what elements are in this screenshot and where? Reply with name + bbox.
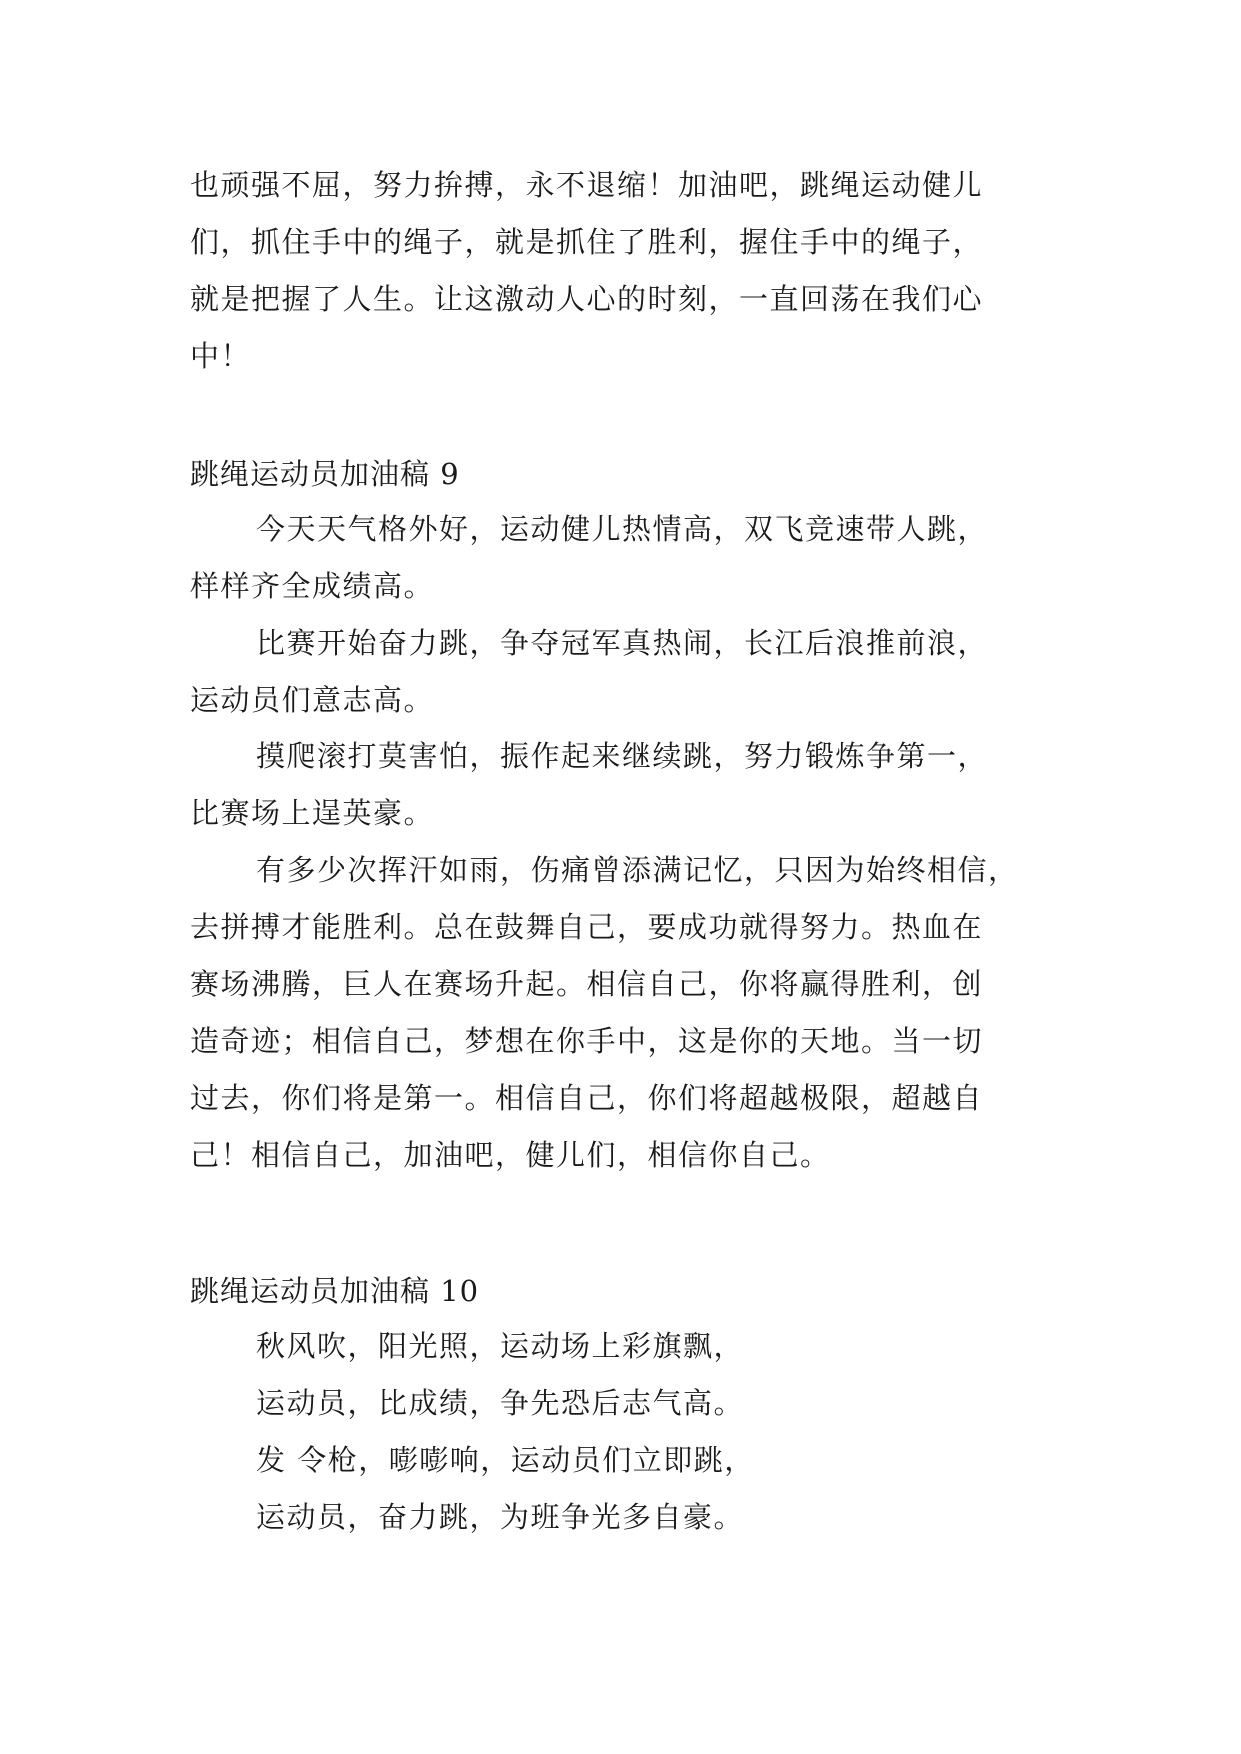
section-10-poem <box>190 1318 1060 1546</box>
paragraph-line-6: 己！相信自己，加油吧，健儿们，相信你自己。 <box>190 1138 831 1172</box>
stanza-2-line-1: 比赛开始奋力跳，争夺冠军真热闹，长江后浪推前浪， <box>256 626 989 660</box>
section-9-stanza-1 <box>190 501 1060 615</box>
section-10-heading: 跳绳运动员加油稿 10 <box>190 1274 480 1308</box>
intro-line-4: 中！ <box>190 339 252 373</box>
stanza-1-line-2: 样样齐全成绩高。 <box>190 569 435 603</box>
section-9-stanza-2 <box>190 615 1060 729</box>
section-9-stanza-3 <box>190 728 1060 842</box>
section-9-paragraph <box>190 842 1060 1184</box>
poem-line-3: 发 令枪，嘭嘭响，运动员们立即跳， <box>256 1443 755 1477</box>
paragraph-line-5: 过去，你们将是第一。相信自己，你们将超越极限，超越自 <box>190 1081 984 1115</box>
stanza-3-line-2: 比赛场上逞英豪。 <box>190 796 435 830</box>
poem-line-2: 运动员，比成绩，争先恐后志气高。 <box>256 1386 745 1420</box>
poem-line-4: 运动员，奋力跳，为班争光多自豪。 <box>256 1500 745 1534</box>
intro-line-2: 们，抓住手中的绳子，就是抓住了胜利，握住手中的绳子， <box>190 225 984 259</box>
paragraph-line-2: 去拼搏才能胜利。总在鼓舞自己，要成功就得努力。热血在 <box>190 910 984 944</box>
paragraph-line-4: 造奇迹；相信自己，梦想在你手中，这是你的天地。当一切 <box>190 1024 984 1058</box>
paragraph-line-1: 有多少次挥汗如雨，伤痛曾添满记忆，只因为始终相信， <box>256 853 1019 887</box>
stanza-1-line-1: 今天天气格外好，运动健儿热情高，双飞竞速带人跳， <box>256 512 989 546</box>
intro-line-1: 也顽强不屈，努力拚搏，永不退缩！加油吧，跳绳运动健儿 <box>190 168 984 202</box>
stanza-3-line-1: 摸爬滚打莫害怕，振作起来继续跳，努力锻炼争第一， <box>256 739 989 773</box>
intro-paragraph <box>190 157 1060 385</box>
intro-line-3: 就是把握了人生。让这激动人心的时刻，一直回荡在我们心 <box>190 282 984 316</box>
stanza-2-line-2: 运动员们意志高。 <box>190 683 435 717</box>
poem-line-1: 秋风吹，阳光照，运动场上彩旗飘， <box>256 1329 745 1363</box>
paragraph-line-3: 赛场沸腾，巨人在赛场升起。相信自己，你将赢得胜利，创 <box>190 967 984 1001</box>
section-9-heading: 跳绳运动员加油稿 9 <box>190 457 460 491</box>
